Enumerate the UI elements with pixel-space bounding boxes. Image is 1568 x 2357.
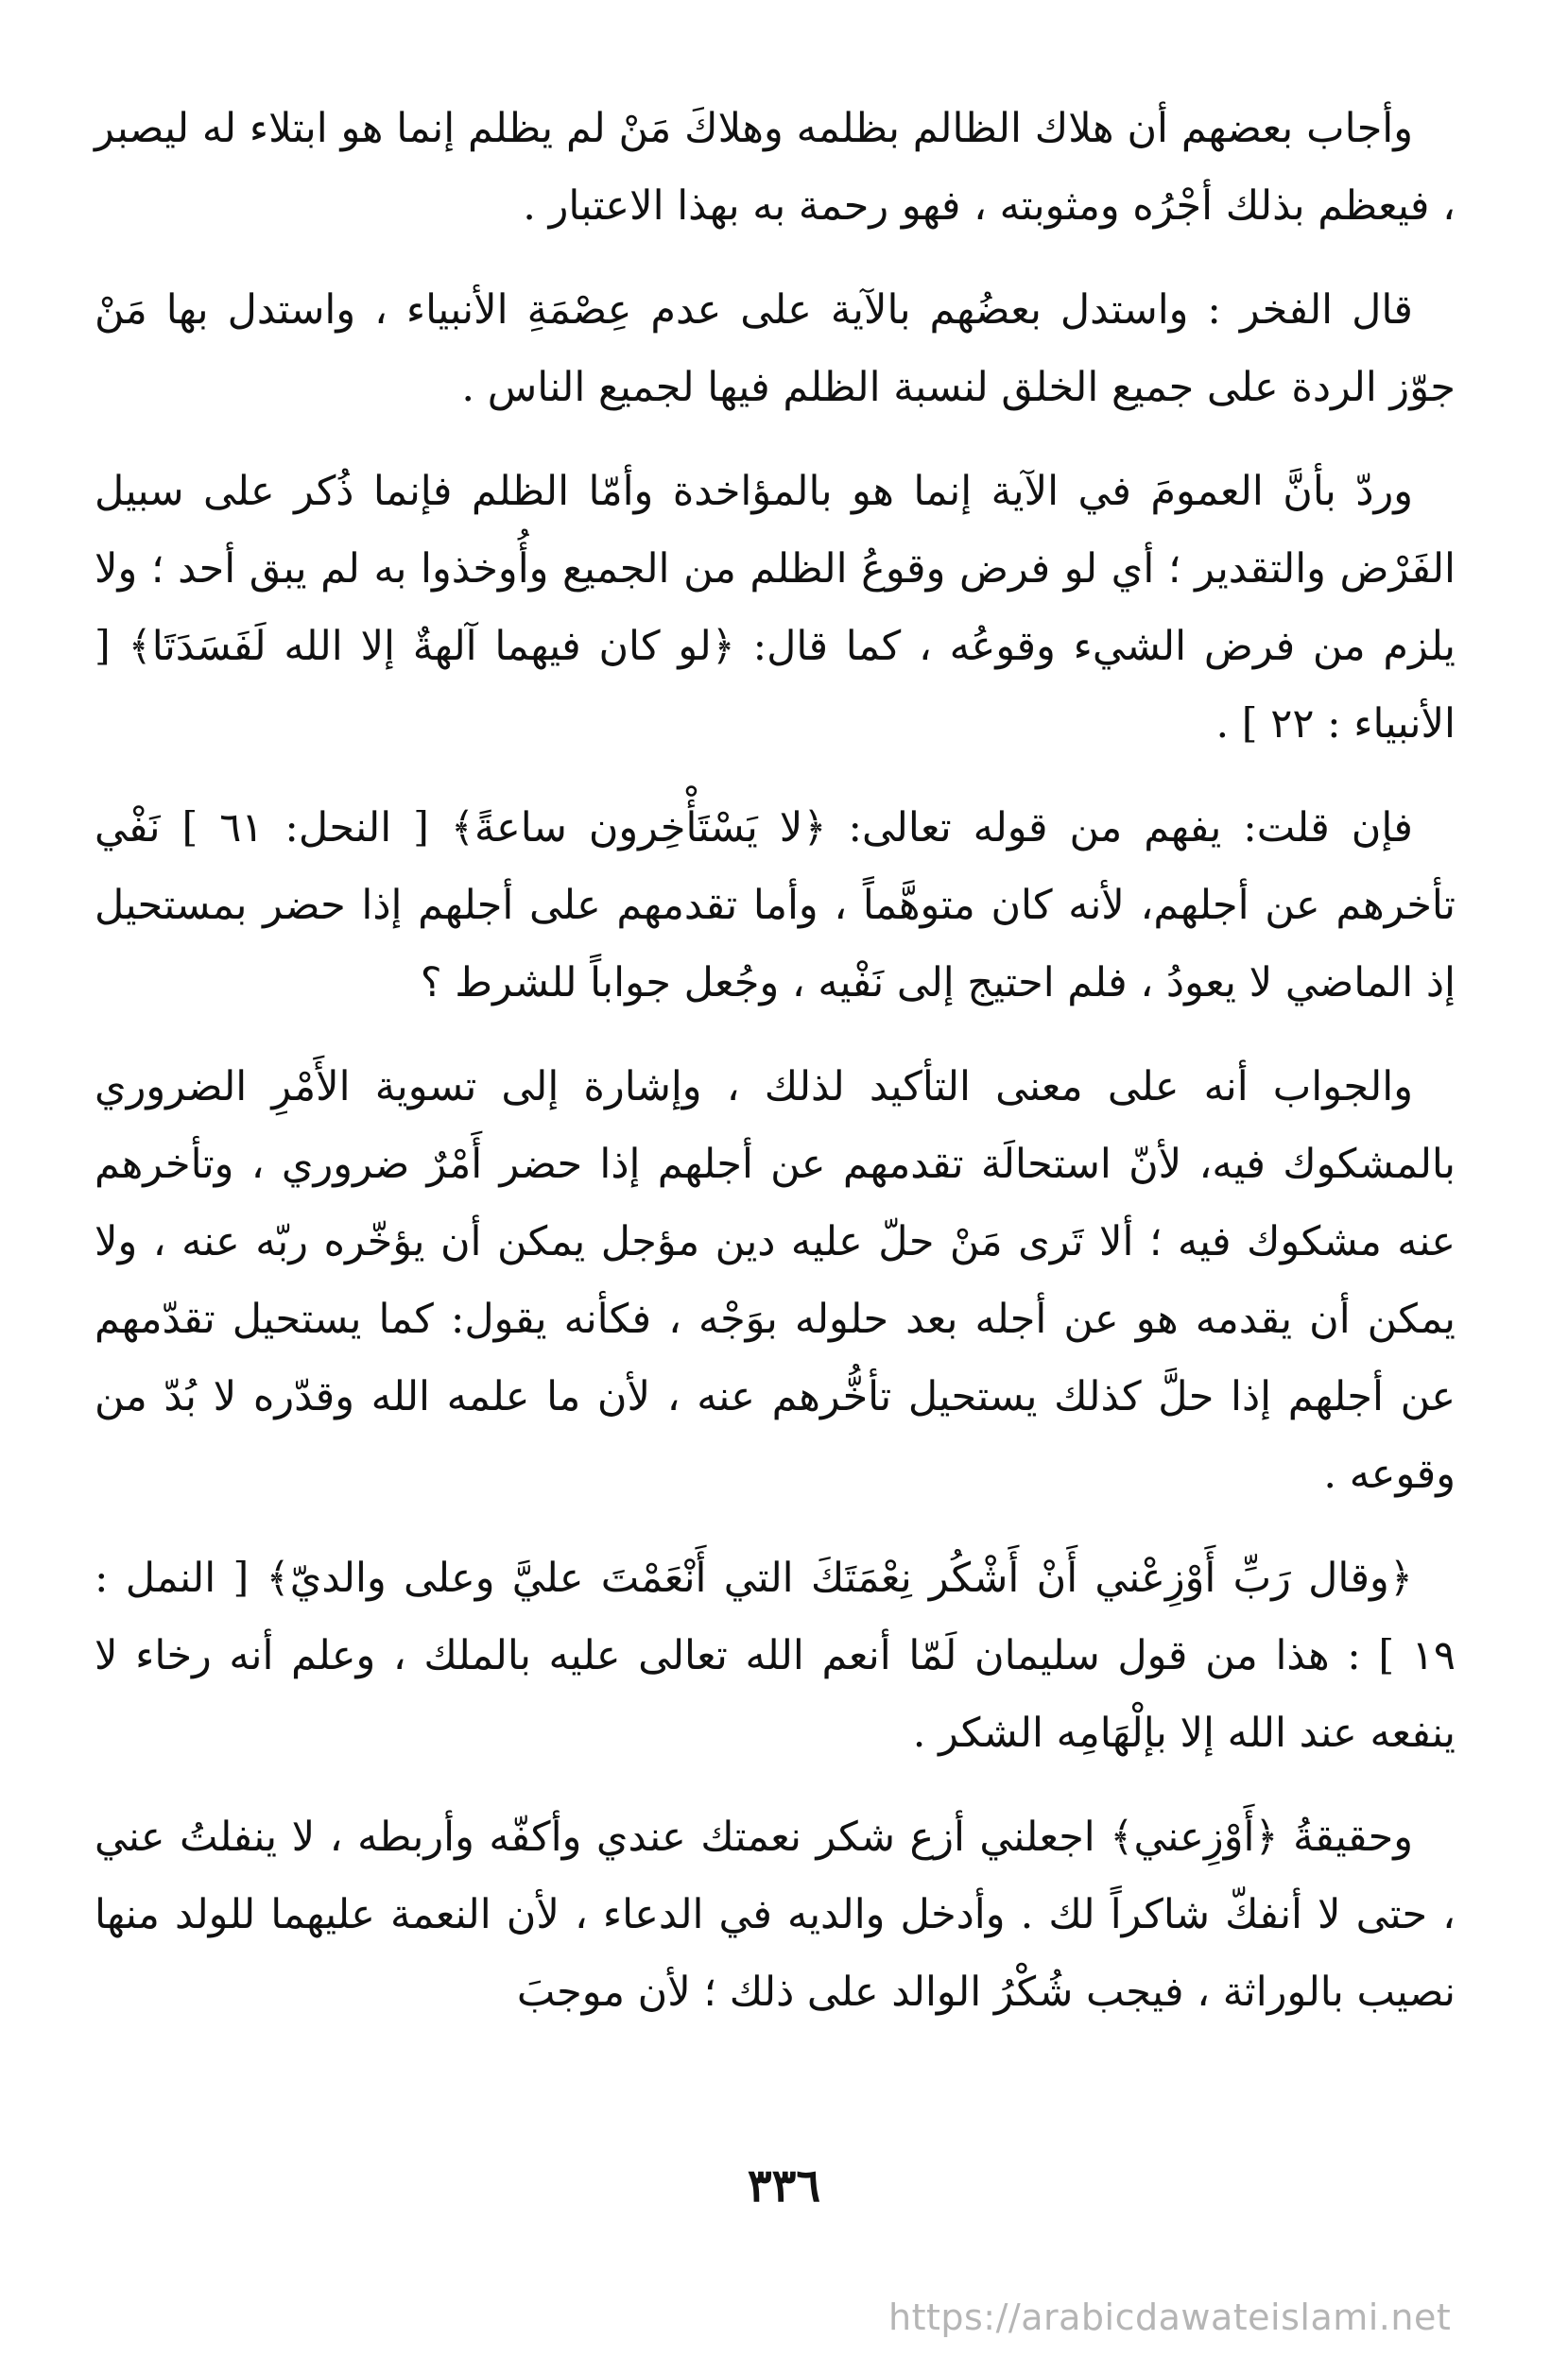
page-body <box>95 90 1456 2057</box>
watermark-url: https://arabicdawateislami.net <box>888 2297 1452 2338</box>
paragraph-7: وحقيقةُ ﴿أَوْزِعني﴾ اجعلني أزع شكر نعمتك عندي وأكفّه وأربطه ، لا ينفلتُ عني ، حتى لا أنفكّ شاكراً لك . وأدخل والديه في الدعاء ، لأن النعمة عليهما للولد منها نصيب بالوراثة ، فيجب شُكْرُ الوالد على ذلك ؛ لأن موجبَ <box>95 1814 1456 2016</box>
page-number: ٣٣٦ <box>747 2159 821 2212</box>
paragraph-2: قال الفخر : واستدل بعضُهم بالآية على عدم عِصْمَةِ الأنبياء ، واستدل بها مَنْ جوّز الردة على جميع الخلق لنسبة الظلم فيها لجميع الناس . <box>95 286 1456 411</box>
paragraph-1: وأجاب بعضهم أن هلاك الظالم بظلمه وهلاكَ مَنْ لم يظلم إنما هو ابتلاء له ليصبر ، فيعظم بذلك أجْرُه ومثوبته ، فهو رحمة به بهذا الاعتبار . <box>95 105 1456 230</box>
paragraph-4: فإن قلت: يفهم من قوله تعالى: ﴿لا يَسْتَأْخِرون ساعةً﴾ [ النحل: ٦١ ] نَفْي تأخرهم عن أجلهم، لأنه كان متوهَّماً ، وأما تقدمهم على أجلهم إذا حضر بمستحيل إذ الماضي لا يعودُ ، فلم احتيج إلى نَفْيه ، وجُعل جواباً للشرط ؟ <box>95 804 1456 1006</box>
paragraph-6: ﴿وقال رَبِّ أَوْزِعْني أَنْ أَشْكُر نِعْمَتَكَ التي أَنْعَمْتَ عليَّ وعلى والديّ﴾ [ النمل : ١٩ ] : هذا من قول سليمان لَمّا أنعم الله تعالى عليه بالملك ، وعلم أنه رخاء لا ينفعه عند الله إلا بإلْهَامِه الشكر . <box>95 1555 1456 1757</box>
paragraph-3: وردّ بأنَّ العمومَ في الآية إنما هو بالمؤاخدة وأمّا الظلم فإنما ذُكر على سبيل الفَرْض والتقدير ؛ أي لو فرض وقوعُ الظلم من الجميع وأُوخذوا به لم يبق أحد ؛ ولا يلزم من فرض الشيء وقوعُه ، كما قال: ﴿لو كان فيهما آلهةٌ إلا الله لَفَسَدَتَا﴾ [ الأنبياء : ٢٢ ] . <box>95 468 1456 748</box>
paragraph-5: والجواب أنه على معنى التأكيد لذلك ، وإشارة إلى تسوية الأَمْرِ الضروري بالمشكوك فيه، لأنّ استحالَة تقدمهم عن أجلهم إذا حضر أَمْرٌ ضروري ، وتأخرهم عنه مشكوك فيه ؛ ألا تَرى مَنْ حلّ عليه دين مؤجل يمكن أن يؤخّره ربّه عنه ، ولا يمكن أن يقدمه هو عن أجله بعد حلوله بوَجْه ، فكأنه يقول: كما يستحيل تقدّمهم عن أجلهم إذا حلَّ كذلك يستحيل تأخُّرهم عنه ، لأن ما علمه الله وقدّره لا بُدّ من وقوعه . <box>95 1063 1456 1498</box>
